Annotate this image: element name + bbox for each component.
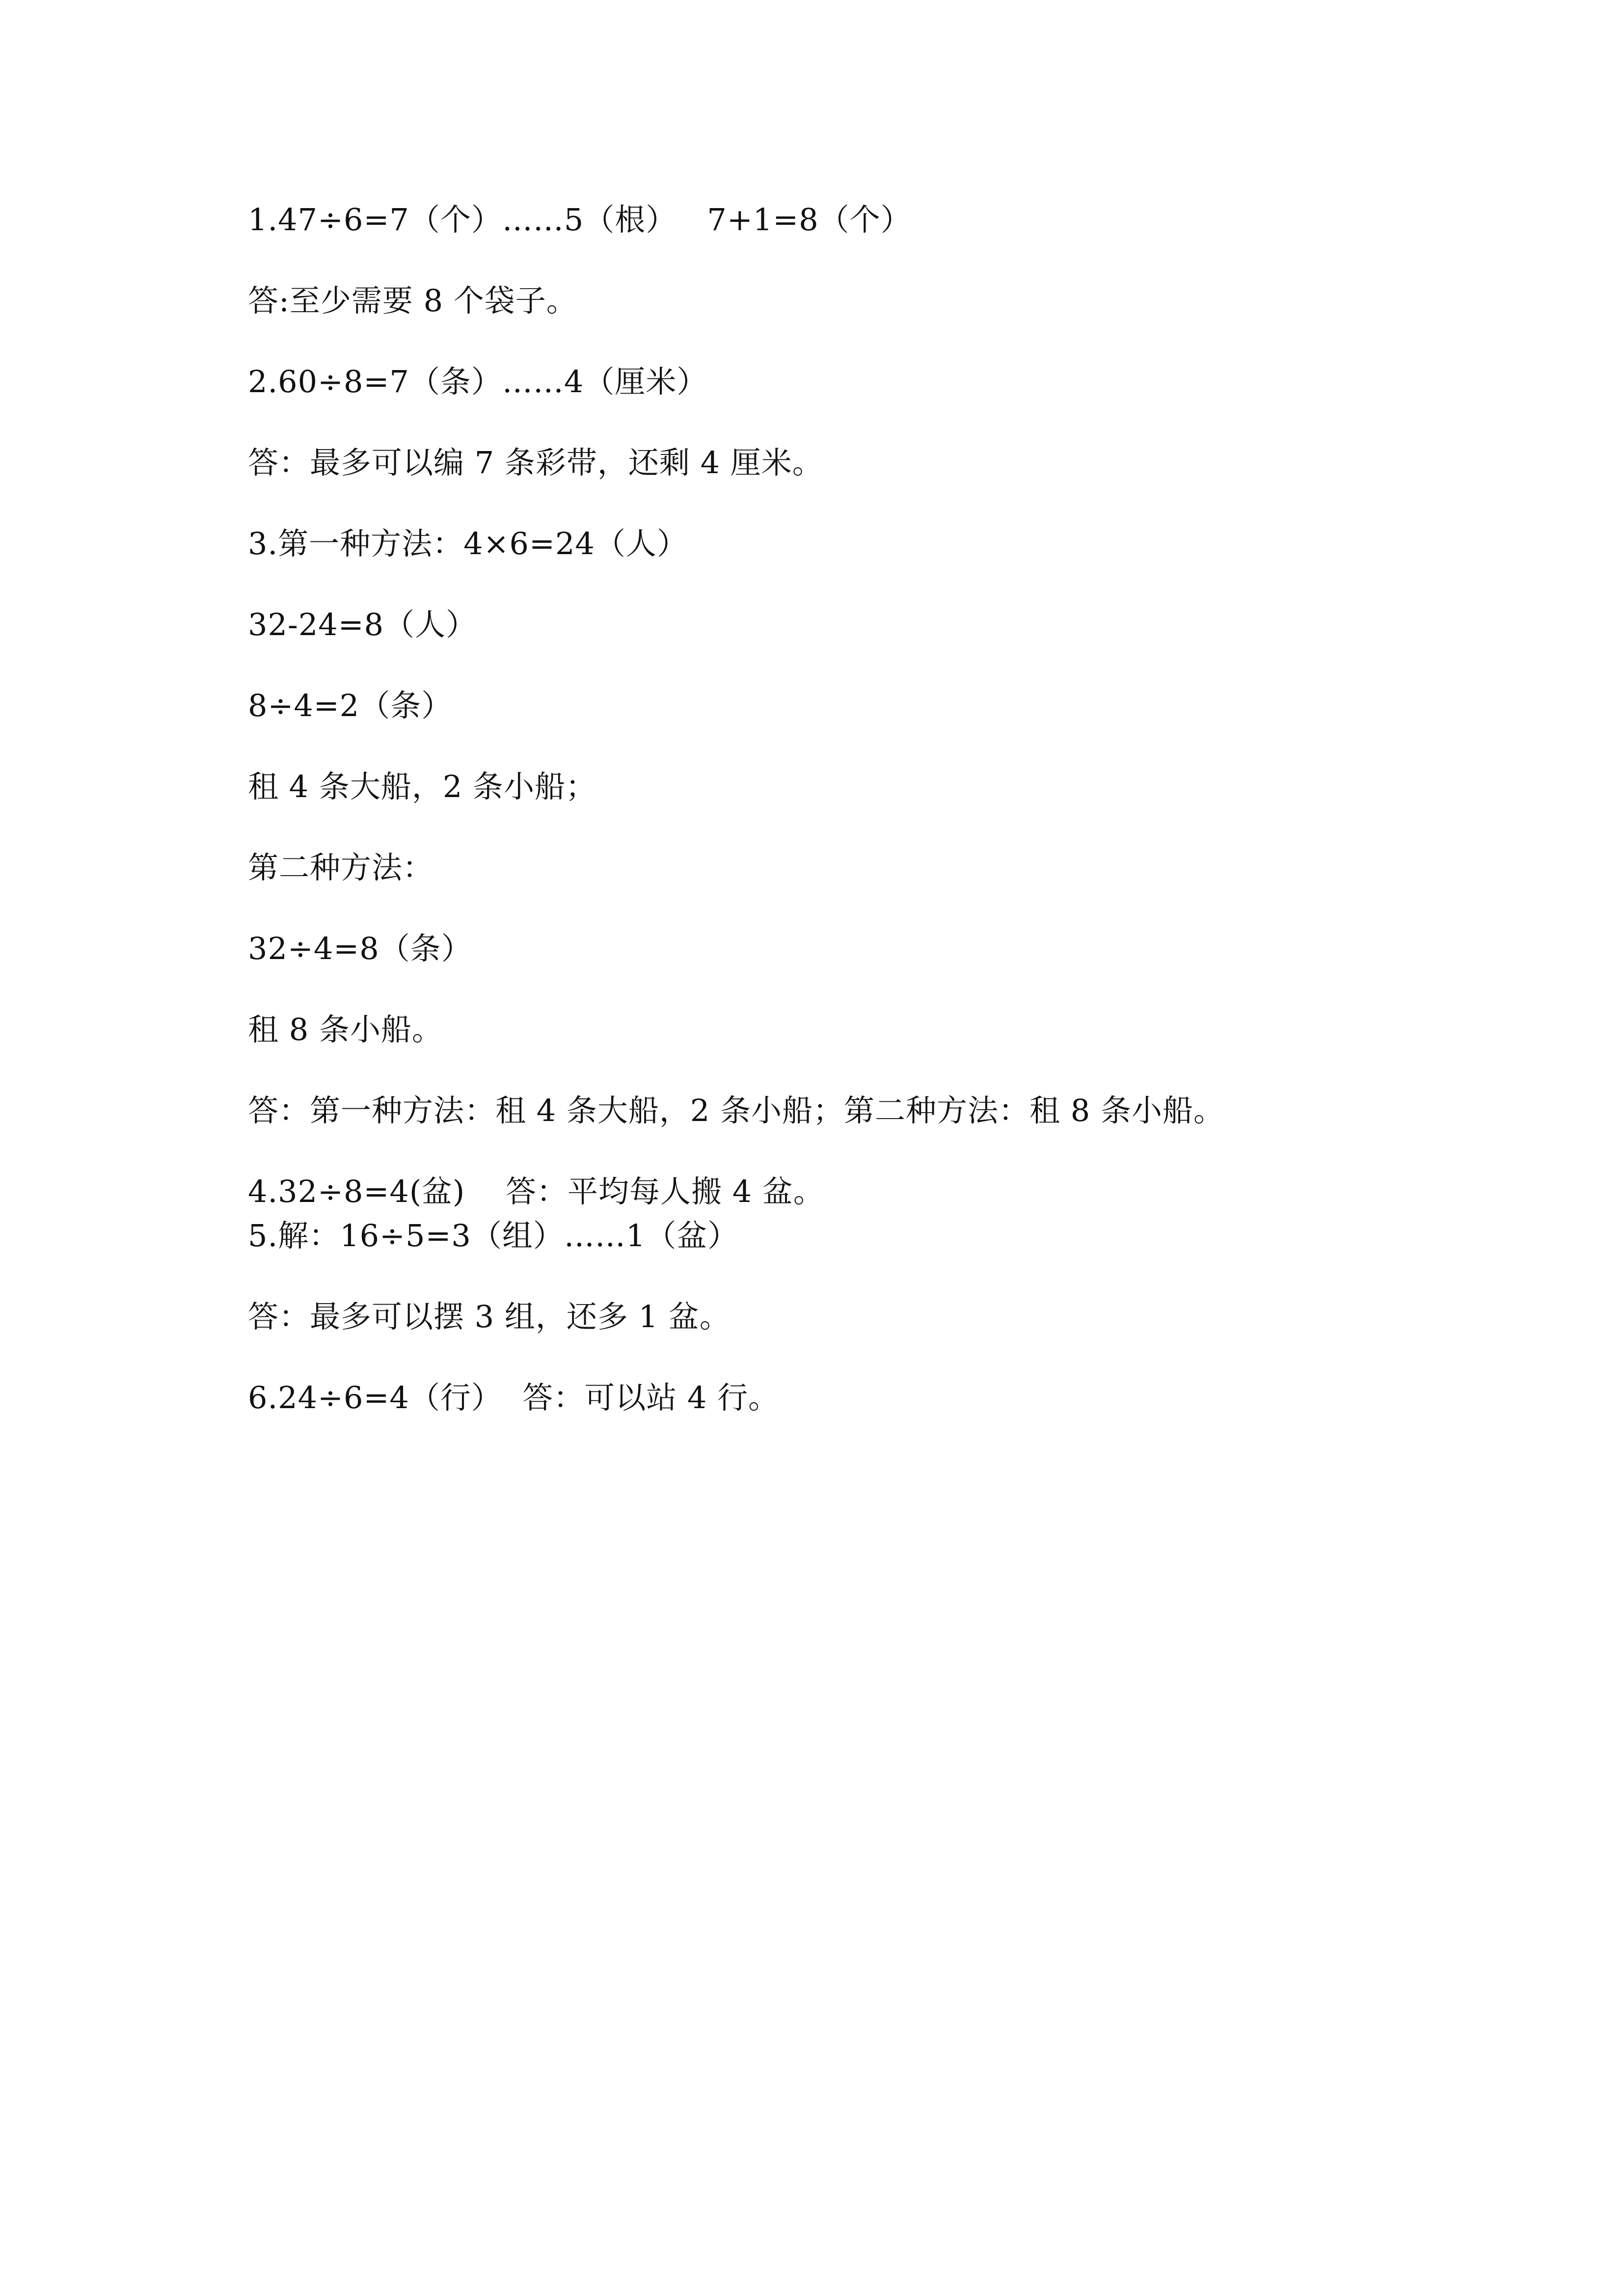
q5-calculation: 5.解：16÷5=3（组）……1（盆） xyxy=(248,1218,739,1254)
q6-line: 6.24÷6=4（行） 答：可以站 4 行。 xyxy=(248,1380,780,1415)
q3-method1-step2: 32-24=8（人） xyxy=(248,607,477,642)
q3-method1-result: 租 4 条大船，2 条小船； xyxy=(248,769,597,804)
q3-method2-result: 租 8 条小船。 xyxy=(248,1012,443,1047)
q2-calculation: 2.60÷8=7（条）……4（厘米） xyxy=(248,364,708,400)
q5-answer: 答：最多可以摆 3 组，还多 1 盆。 xyxy=(248,1299,731,1335)
q3-method2-title: 第二种方法： xyxy=(248,850,434,885)
q2-answer: 答：最多可以编 7 条彩带，还剩 4 厘米。 xyxy=(248,445,823,481)
q3-answer: 答：第一种方法：租 4 条大船，2 条小船；第二种方法：租 8 条小船。 xyxy=(248,1093,1224,1128)
q4-line: 4.32÷8=4(盆) 答：平均每人搬 4 盆。 xyxy=(248,1174,824,1209)
q3-method1-step1: 3.第一种方法：4×6=24（人） xyxy=(248,526,688,561)
q3-method2-step1: 32÷4=8（条） xyxy=(248,931,472,966)
q1-answer: 答:至少需要 8 个袋子。 xyxy=(248,283,577,319)
q3-method1-step3: 8÷4=2（条） xyxy=(248,688,453,723)
q1-calculation: 1.47÷6=7（个）……5（根） 7+1=8（个） xyxy=(248,202,912,238)
